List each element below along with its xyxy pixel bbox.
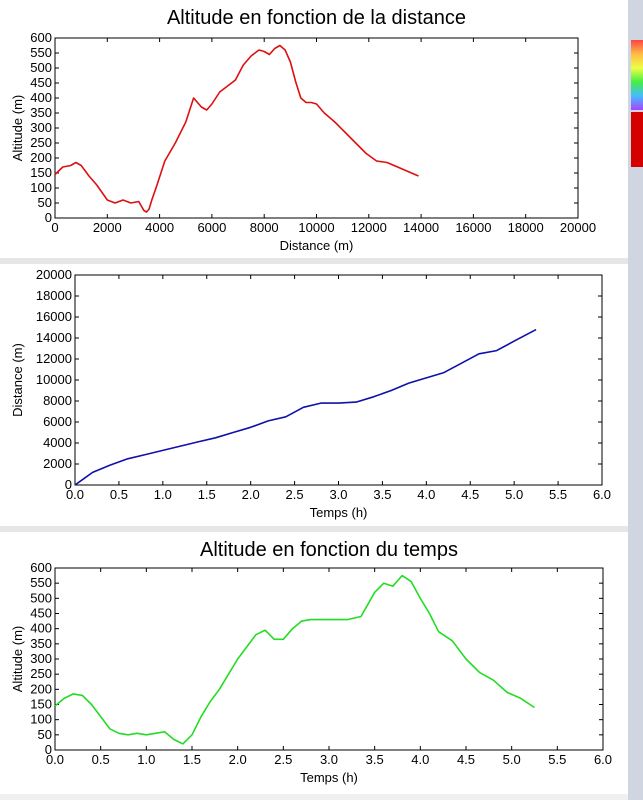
y-tick-label: 16000 — [35, 309, 72, 324]
y-tick-label: 550 — [30, 45, 52, 60]
x-tick-label: 3.0 — [329, 487, 348, 502]
x-tick-label: 1.0 — [137, 752, 156, 767]
y-tick-label: 300 — [30, 651, 52, 666]
y-tick-label: 18000 — [35, 288, 72, 303]
x-tick-label: 1.5 — [197, 487, 216, 502]
y-tick-label: 150 — [30, 696, 52, 712]
y-tick-label: 300 — [30, 120, 52, 135]
x-tick-label: 2.5 — [274, 752, 293, 767]
x-axis-label: Temps (h) — [309, 505, 368, 520]
x-tick-label: 14000 — [403, 220, 440, 235]
y-tick-label: 10000 — [35, 372, 72, 387]
y-tick-label: 400 — [30, 90, 52, 105]
plot-area — [75, 275, 602, 485]
y-tick-label: 350 — [30, 105, 52, 120]
y-axis-label: Altitude (m) — [10, 625, 25, 693]
x-tick-label: 3.5 — [373, 487, 392, 502]
chart-title: Altitude en fonction de la distance — [166, 7, 467, 29]
y-tick-label: 100 — [30, 711, 52, 727]
x-tick-label: 3.0 — [319, 752, 339, 767]
x-tick-label: 4.5 — [456, 752, 476, 767]
x-tick-label: 8000 — [249, 220, 279, 235]
y-tick-label: 20000 — [35, 267, 72, 282]
y-tick-label: 0 — [64, 477, 72, 492]
plot-area — [55, 38, 578, 218]
x-tick-label: 10000 — [298, 220, 335, 235]
x-tick-label: 0.5 — [109, 487, 128, 502]
x-tick-label: 0.0 — [45, 752, 65, 767]
x-tick-label: 4.0 — [417, 487, 436, 502]
x-tick-label: 2.5 — [285, 487, 304, 502]
y-tick-label: 0 — [44, 210, 52, 225]
x-tick-label: 4.5 — [461, 487, 480, 502]
x-tick-label: 18000 — [507, 220, 544, 235]
x-tick-label: 4000 — [145, 220, 175, 235]
y-tick-label: 8000 — [43, 393, 72, 408]
y-tick-label: 600 — [30, 560, 52, 575]
x-tick-label: 20000 — [559, 220, 597, 235]
x-tick-label: 6.0 — [593, 752, 613, 767]
x-tick-label: 5.5 — [548, 752, 567, 767]
x-tick-label: 5.0 — [502, 752, 521, 767]
y-tick-label: 400 — [30, 620, 52, 636]
y-axis-label: Distance (m) — [10, 343, 25, 417]
x-tick-label: 3.5 — [365, 752, 384, 767]
x-tick-label: 0.5 — [91, 752, 110, 767]
x-tick-label: 6.0 — [592, 487, 612, 502]
y-tick-label: 4000 — [43, 435, 72, 450]
y-tick-label: 550 — [30, 575, 52, 591]
y-tick-label: 500 — [30, 590, 52, 606]
x-tick-label: 0 — [51, 220, 59, 235]
y-tick-label: 350 — [30, 635, 52, 651]
chart-title: Altitude en fonction du temps — [200, 539, 458, 561]
x-tick-label: 16000 — [455, 220, 492, 235]
y-tick-label: 0 — [44, 742, 52, 757]
x-axis-label: Distance (m) — [279, 238, 354, 253]
x-tick-label: 4.0 — [411, 752, 430, 767]
y-axis-label: Altitude (m) — [10, 94, 25, 162]
y-tick-label: 100 — [30, 180, 52, 195]
x-tick-label: 6000 — [197, 220, 227, 235]
y-tick-label: 200 — [30, 150, 52, 165]
y-tick-label: 150 — [30, 165, 52, 180]
x-tick-label: 2000 — [92, 220, 122, 235]
x-tick-label: 12000 — [350, 220, 387, 235]
y-tick-label: 50 — [37, 195, 52, 210]
x-tick-label: 1.0 — [153, 487, 172, 502]
y-tick-label: 450 — [30, 75, 52, 90]
x-tick-label: 2.0 — [241, 487, 260, 502]
x-tick-label: 5.0 — [505, 487, 524, 502]
x-tick-label: 2.0 — [228, 752, 247, 767]
y-tick-label: 50 — [37, 726, 52, 742]
x-tick-label: 0.0 — [65, 487, 85, 502]
y-tick-label: 500 — [30, 60, 52, 75]
x-tick-label: 5.5 — [549, 487, 568, 502]
plot-area — [55, 568, 603, 750]
y-tick-label: 2000 — [43, 456, 72, 471]
y-tick-label: 600 — [30, 30, 52, 45]
y-tick-label: 250 — [30, 135, 52, 150]
y-tick-label: 12000 — [35, 351, 72, 366]
y-tick-label: 450 — [30, 605, 52, 621]
y-tick-label: 14000 — [35, 330, 72, 345]
y-tick-label: 250 — [30, 666, 52, 682]
y-tick-label: 6000 — [43, 414, 72, 429]
x-axis-label: Temps (h) — [300, 770, 358, 785]
y-tick-label: 200 — [30, 681, 52, 697]
x-tick-label: 1.5 — [182, 752, 202, 767]
